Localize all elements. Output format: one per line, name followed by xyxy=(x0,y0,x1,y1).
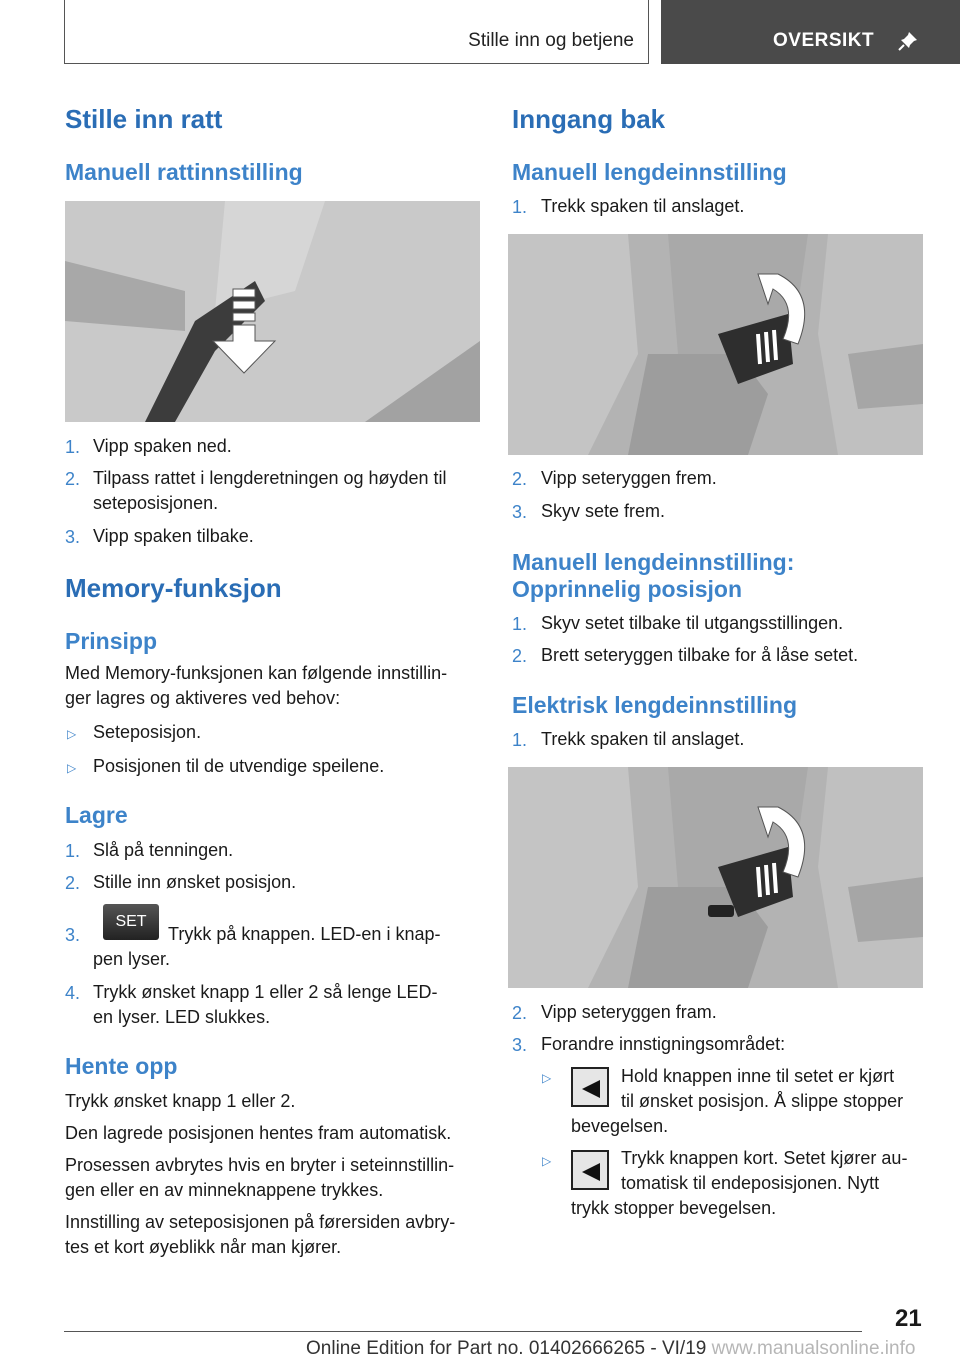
step-number: 3. xyxy=(512,502,528,522)
step-text: seteposisjonen. xyxy=(93,493,219,513)
step-number: 1. xyxy=(65,841,81,861)
recall-text: Trykk ønsket knapp 1 eller 2. xyxy=(65,1091,296,1111)
footer-divider xyxy=(64,1331,862,1332)
step-text: Vipp spaken tilbake. xyxy=(93,526,254,546)
step-number: 2. xyxy=(512,646,528,666)
overview-tab[interactable] xyxy=(661,0,960,64)
bullet-text: bevegelsen. xyxy=(571,1116,669,1136)
edition-text: Online Edition for Part no. 01402666265 - VI/19 xyxy=(306,1338,707,1359)
step-number: 2. xyxy=(65,873,81,893)
step-text: Tilpass rattet i lengderetningen og høyden til xyxy=(93,468,447,488)
bullet-glyph: ▷ xyxy=(67,761,77,775)
step-text: Forandre innstigningsområdet: xyxy=(541,1034,786,1054)
step-number: 3. xyxy=(65,527,81,547)
bullet-text: Hold knappen inne til setet er kjørt xyxy=(621,1066,895,1086)
bullet-text: Posisjonen til de utvendige speilene. xyxy=(93,756,385,776)
step-number: 1. xyxy=(512,197,528,217)
bullet-text: Seteposisjon. xyxy=(93,722,202,742)
subheading-store: Lagre xyxy=(65,802,128,828)
subheading-principle: Prinsipp xyxy=(65,628,158,654)
step-text: Vipp seteryggen frem. xyxy=(541,468,717,488)
subheading-manual-steering: Manuell rattinnstilling xyxy=(65,159,303,185)
step-text: Vipp seteryggen fram. xyxy=(541,1002,717,1022)
header-section-box xyxy=(64,0,649,64)
step-number: 1. xyxy=(512,614,528,634)
step-text: pen lyser. xyxy=(93,949,171,969)
bullet-text: Trykk knappen kort. Setet kjører au- xyxy=(621,1148,908,1168)
step-text: Trykk på knappen. LED-en i knap- xyxy=(168,924,441,944)
bullet-text: tomatisk til endeposisjonen. Nytt xyxy=(621,1173,880,1193)
heading-rear-entry: Inngang bak xyxy=(512,104,666,134)
steering-lever-image xyxy=(65,201,480,422)
step-number: 2. xyxy=(512,1003,528,1023)
arrow-left-button-icon xyxy=(571,1150,609,1190)
subheading-manual-length: Manuell lengdeinnstilling xyxy=(512,159,787,185)
subheading-recall: Hente opp xyxy=(65,1053,178,1079)
step-number: 3. xyxy=(65,925,81,945)
step-text: Slå på tenningen. xyxy=(93,840,234,860)
footer-edition xyxy=(306,1338,915,1360)
recall-text: Den lagrede posisjonen hentes fram automatisk. xyxy=(65,1123,452,1143)
principle-text: ger lagres og aktiveres ved behov: xyxy=(65,688,341,708)
subheading-electric-length: Elektrisk lengdeinnstilling xyxy=(512,692,798,718)
section-title: Stille inn og betjene xyxy=(468,30,634,51)
bullet-glyph: ▷ xyxy=(542,1154,552,1168)
principle-text: Med Memory-funksjonen kan følgende innstillin- xyxy=(65,663,448,683)
step-text: Brett seteryggen tilbake for å låse setet. xyxy=(541,645,859,665)
step-text: Stille inn ønsket posisjon. xyxy=(93,872,297,892)
bullet-text: til ønsket posisjon. Å slippe stopper xyxy=(621,1091,904,1111)
heading-memory: Memory-funksjon xyxy=(65,573,282,603)
recall-text: gen eller en av minneknappene trykkes. xyxy=(65,1180,384,1200)
set-button-icon: SET xyxy=(103,904,159,940)
step-text: Trekk spaken til anslaget. xyxy=(541,196,745,216)
step-number: 4. xyxy=(65,983,81,1003)
bullet-text: trykk stopper bevegelsen. xyxy=(571,1198,777,1218)
seat-lever-image xyxy=(508,234,923,455)
step-text: Trykk ønsket knapp 1 eller 2 så lenge LED- xyxy=(93,982,438,1002)
step-text: en lyser. LED slukkes. xyxy=(93,1007,271,1027)
step-number: 1. xyxy=(512,730,528,750)
overview-tab-label: OVERSIKT xyxy=(773,30,875,51)
pin-icon xyxy=(897,30,919,52)
step-text: Trekk spaken til anslaget. xyxy=(541,729,745,749)
page-number: 21 xyxy=(895,1305,922,1332)
recall-text: Innstilling av seteposisjonen på førersiden avbry- xyxy=(65,1212,456,1232)
step-number: 3. xyxy=(512,1035,528,1055)
watermark-text: www.manualsonline.info xyxy=(711,1338,916,1359)
step-text: Skyv sete frem. xyxy=(541,501,666,521)
subheading-original-pos: Opprinnelig posisjon xyxy=(512,576,742,602)
bullet-glyph: ▷ xyxy=(67,727,77,741)
step-number: 2. xyxy=(512,469,528,489)
recall-text: tes et kort øyeblikk når man kjører. xyxy=(65,1237,342,1257)
recall-text: Prosessen avbrytes hvis en bryter i seteinnstillin- xyxy=(65,1155,455,1175)
electric-seat-image xyxy=(508,767,923,988)
heading-steering: Stille inn ratt xyxy=(65,104,223,134)
step-text: Vipp spaken ned. xyxy=(93,436,232,456)
arrow-left-button-icon xyxy=(571,1067,609,1107)
subheading-original-pos: Manuell lengdeinnstilling: xyxy=(512,549,795,575)
bullet-glyph: ▷ xyxy=(542,1071,552,1085)
step-number: 1. xyxy=(65,437,81,457)
step-text: Skyv setet tilbake til utgangsstillingen. xyxy=(541,613,844,633)
step-number: 2. xyxy=(65,469,81,489)
